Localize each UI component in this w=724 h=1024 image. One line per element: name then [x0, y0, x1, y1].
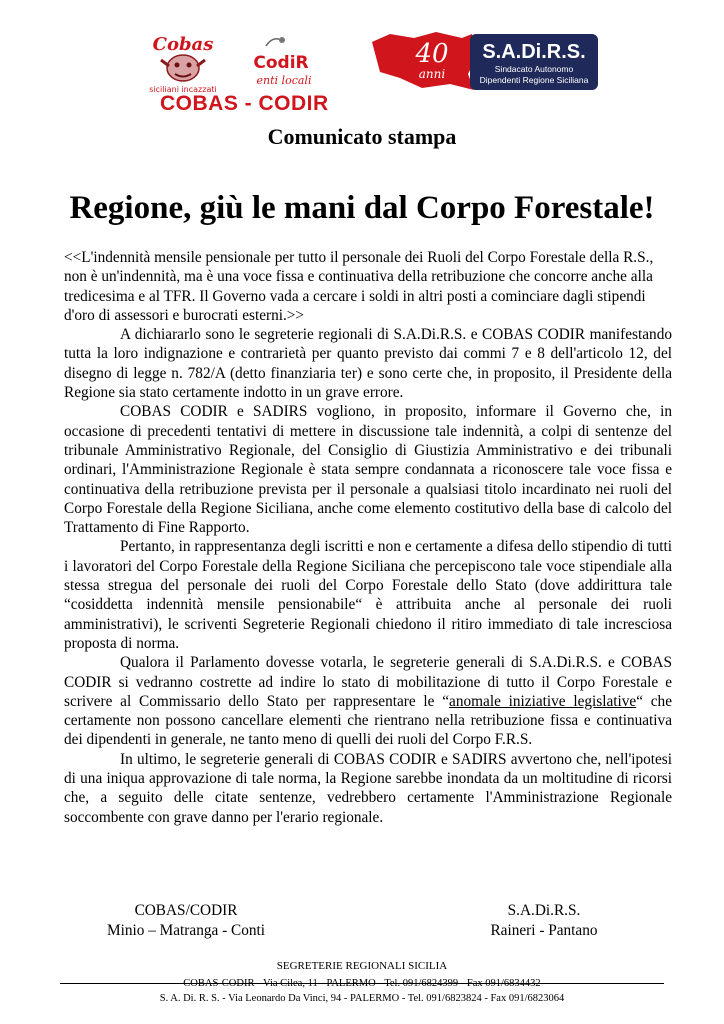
paragraph-4-end: “ che certamente non possono cancellare elementi che rientrano nella retribuzione fissa e continuativa dei dipendenti in generale, ne tanto meno di quelli dei ruoli del Corpo F.R.S. [64, 692, 672, 749]
sadirs-name: S.A.Di.R.S. [482, 41, 586, 63]
sadirs-subtitle-2: Dipendenti Regione Siciliana [479, 75, 589, 85]
paragraph-4 [64, 653, 672, 749]
footer-cobas-address: COBAS-CODIR - Via Cilea, 11 - PALERMO - Tel. 091/6824399 - Fax 091/6834432 [183, 978, 541, 989]
cobas-logo [143, 30, 223, 96]
document-title: Regione, giù le mani dal Corpo Forestale! [69, 190, 655, 226]
sadirs-anni: anni [418, 67, 446, 81]
footer-sadirs-address: S. A. Di. R. S. - Via Leonardo Da Vinci, 94 - PALERMO - Tel. 091/6823824 - Fax 091/6823064 [159, 993, 565, 1004]
sadirs-subtitle-1: Sindacato Autonomo [494, 64, 574, 74]
codir-logo-text: CodiR [253, 53, 309, 73]
signature-left-names: Minio – Matranga - Conti [106, 921, 266, 939]
cobas-codir-brand: COBAS - CODIR [160, 92, 329, 115]
signature-left-org: COBAS/CODIR [134, 902, 238, 919]
paragraph-4-start: Qualora il Parlamento dovesse votarla, le segreterie generali di S.A.Di.R.S. e COBAS CODIR si vedranno costrette ad indire lo stato di mobilitazione di tutto il Corpo Forestale e scrivere al Commissario dello Stato per rappresentare le “ [64, 654, 672, 710]
cobas-logo-subtitle: siciliani incazzati [149, 85, 217, 94]
signature-right-names: Raineri - Pantano [490, 921, 598, 939]
paragraph-3: Pertanto, in rappresentanza degli iscritti e non e certamente a difesa dello stipendio di tutti i lavoratori del Corpo Forestale della Regione Siciliana che percepiscono tale voce stipendiale alla stessa stregua del personale dei ruoli del Corpo Forestale dello Stato (dove addirittura tale “cosiddetta indennità mensile pensionabile“ è attribuita anche al personale dei ruoli amministrativi), le scriventi Segreterie Regionali chiedono il ritiro immediato di tale incresciosa proposta di norma. [64, 538, 672, 652]
cobas-logo-text: Cobas [152, 34, 214, 55]
signature-right-org: S.A.Di.R.S. [507, 902, 581, 919]
signature-cobas-codir [96, 901, 276, 940]
document-body [64, 248, 672, 827]
document-type: Comunicato stampa [267, 124, 457, 149]
sadirs-years: 40 [415, 39, 449, 69]
paragraph-2: COBAS CODIR e SADIRS vogliono, in proposito, informare il Governo che, in occasione di precedenti tentativi di mettere in discussione tale indennità, a colpi di sentenze del tribunale Amministrativo Regionale, del Consiglio di Giustizia Amministrativo e dei tribunali ordinari, l'Amministrazione Regionale è stata sempre condannata a riconoscere tale voce fissa e continuativa della retribuzione prevista per il personale a qualsiasi titolo incardinato nei ruoli del Corpo Forestale della Regione Siciliana, anche come elemento costitutivo della base di calcolo del Trattamento di Fine Rapporto. [64, 403, 672, 537]
quote-paragraph: <<L'indennità mensile pensionale per tutto il personale dei Ruoli del Corpo Forestale della R.S., non è un'indennità, ma è una voce fissa e continuativa della retribuzione che concorre anche alla tredicesima e al TFR. Il Governo vada a cercare i soldi in altri posti a cominciare dagli stipendi d'oro di assessori e burocrati esterni.>> [64, 249, 654, 324]
underlined-phrase: anomale iniziative legislative [449, 692, 637, 710]
paragraph-5: In ultimo, le segreterie generali di COBAS CODIR e SADIRS avvertono che, nell'ipotesi di una iniqua approvazione di tale norma, la Regione sarebbe inondata da un moltitudine di ricorsi che, a seguito delle citate sentenze, vedrebbero certamente l'Amministrazione Regionale soccombente con grave danno per l'erario regionale. [64, 750, 672, 826]
sadirs-logo [370, 28, 600, 92]
codir-logo [246, 30, 316, 96]
paragraph-1: A dichiararlo sono le segreterie regionali di S.A.Di.R.S. e COBAS CODIR manifestando tutta la loro indignazione e contrarietà per quanto previsto dai commi 7 e 8 dell'articolo 12, del disegno di legge n. 782/A (detto finanziaria ter) e sono certe che, in proposito, il Presidente della Regione sia stato certamente indotto in un grave errore. [64, 326, 672, 402]
footer-divider [60, 983, 664, 984]
codir-logo-subtitle: enti locali [256, 74, 312, 87]
footer-heading: SEGRETERIE REGIONALI SICILIA [276, 960, 448, 972]
signature-sadirs [454, 901, 634, 940]
